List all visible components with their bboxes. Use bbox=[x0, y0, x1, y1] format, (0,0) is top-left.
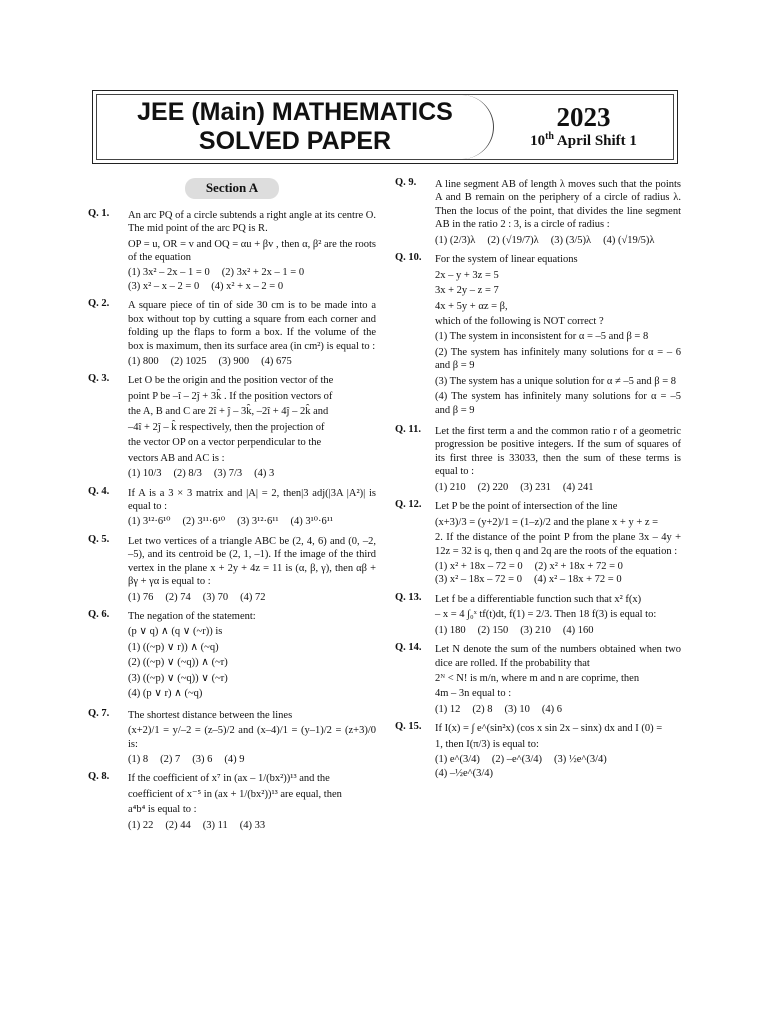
question-text: the vector OP on a vector perpendicular to the bbox=[128, 437, 322, 449]
question-text: Let f be a differentiable function such that x² f(x) bbox=[435, 593, 642, 605]
option: (2) 3x² + 2x – 1 = 0 bbox=[221, 267, 305, 279]
paper-header bbox=[92, 90, 678, 164]
question bbox=[88, 707, 376, 767]
option: (1) 76 bbox=[128, 591, 154, 603]
option: (1) 3¹²·6¹⁰ bbox=[128, 516, 171, 528]
question bbox=[395, 176, 681, 247]
option: (1) 8 bbox=[128, 753, 149, 765]
option: (2) x² + 18x + 72 = 0 bbox=[534, 560, 623, 572]
question-text: (x+2)/1 = y/–2 = (z–5)/2 and (x–4)/1 = (y–1)/2 = (z+3)/0 is: bbox=[128, 725, 376, 750]
option: (1) (2/3)λ bbox=[435, 234, 476, 246]
question-body bbox=[435, 498, 681, 587]
option: (3) 210 bbox=[520, 624, 551, 636]
question-text: Let P be the point of intersection of the line bbox=[435, 501, 618, 513]
option: (1) 10/3 bbox=[128, 468, 162, 480]
question-body bbox=[128, 608, 376, 703]
question-body bbox=[128, 707, 376, 767]
option: (2) (√19/7)λ bbox=[487, 234, 539, 246]
option: (1) 3x² – 2x – 1 = 0 bbox=[128, 267, 210, 279]
options-row bbox=[128, 280, 376, 293]
question bbox=[395, 423, 681, 494]
option: (1) 180 bbox=[435, 624, 466, 636]
question-text: 2x – y + 3z = 5 bbox=[435, 269, 499, 281]
question-number: Q. 7. bbox=[88, 707, 110, 719]
shift-day: 10 bbox=[530, 133, 546, 150]
left-question-list bbox=[88, 207, 376, 833]
option: (1) e^(3/4) bbox=[435, 754, 480, 766]
question-text: 2. If the distance of the point P from the plane 3x – 4y + 12z = 32 is q, then q and 2q are the roots of the equation : bbox=[435, 532, 681, 557]
question-text: A line segment AB of length λ moves such that the points A and B remain on the periphery of a circle of radius λ. Then the locus of the point, that divides the line segment AB in the ratio 2 : 3, is a circle of radius : bbox=[435, 179, 681, 231]
question bbox=[395, 641, 681, 716]
question-number: Q. 5. bbox=[88, 533, 110, 545]
option: (3) x² – 18x – 72 = 0 bbox=[435, 574, 522, 586]
option: (3) 11 bbox=[202, 819, 228, 831]
header-exam-info bbox=[494, 95, 673, 159]
option: (4) The system has infinitely many solutions for α = –5 and β = 9 bbox=[435, 391, 681, 416]
question-text: If the coefficient of x⁷ in (ax – 1/(bx²))¹³ and the bbox=[128, 773, 330, 785]
option: (2) ((~p) ∨ (~q)) ∧ (~r) bbox=[128, 657, 228, 669]
question-number: Q. 15. bbox=[395, 721, 422, 733]
question-text: Let N denote the sum of the numbers obtained when two dice are rolled. If the probability that bbox=[435, 644, 681, 669]
question-text: A square piece of tin of side 30 cm is to be made into a box without top by cutting a square from each corner and folding up the flaps to form a box. If the volume of the box is maximum, then its surface area (in cm²) is equal to : bbox=[128, 300, 376, 352]
question bbox=[88, 207, 376, 294]
option: (3) (3/5)λ bbox=[550, 234, 592, 246]
question-body bbox=[128, 297, 376, 368]
right-column bbox=[395, 176, 681, 784]
question bbox=[395, 251, 681, 419]
exam-year: 2023 bbox=[556, 101, 611, 132]
option: (1) x² + 18x – 72 = 0 bbox=[435, 560, 523, 572]
question-text: (x+3)/3 = (y+2)/1 = (1–z)/2 and the plane x + y + z = bbox=[435, 516, 659, 528]
option: (3) 10 bbox=[504, 703, 530, 715]
options-row bbox=[128, 591, 376, 604]
question bbox=[395, 498, 681, 587]
question-number: Q. 9. bbox=[395, 177, 417, 188]
question-text: vectors AB and AC is : bbox=[128, 452, 225, 464]
options-row bbox=[128, 467, 376, 480]
question bbox=[88, 770, 376, 832]
question-body bbox=[435, 591, 681, 637]
question-text: 4x + 5y + αz = β, bbox=[435, 300, 508, 312]
question-text: Let two vertices of a triangle ABC be (2, 4, 6) and (0, –2, –5), and its centroid be (2, 1, –1). If the image of the third vertex in the plane x + 2y + 4z = 11 is (α, β, γ), then αβ + βγ + γα is equal to : bbox=[128, 535, 376, 588]
header-title bbox=[97, 95, 494, 159]
question-text: – x = 4 ∫₀ˣ tf(t)dt, f(1) = 2/3. Then 18 f(3) is equal to: bbox=[435, 609, 657, 621]
question-number: Q. 13. bbox=[395, 591, 422, 603]
options-row bbox=[435, 234, 681, 247]
question-body bbox=[435, 251, 681, 419]
section-heading: Section A bbox=[185, 178, 279, 199]
title-line-2: SOLVED PAPER bbox=[198, 127, 392, 155]
question-text: The negation of the statement: bbox=[128, 611, 256, 622]
right-question-list bbox=[395, 176, 681, 780]
option: (2) 150 bbox=[477, 624, 509, 636]
option: (2) –e^(3/4) bbox=[491, 754, 542, 766]
option: (4) (√19/5)λ bbox=[603, 234, 655, 246]
question-number: Q. 1. bbox=[88, 207, 110, 219]
options-row bbox=[435, 703, 681, 716]
header-inner-frame bbox=[96, 94, 674, 160]
option: (1) 22 bbox=[128, 819, 154, 831]
question-body bbox=[128, 770, 376, 832]
shift-rest: April Shift 1 bbox=[553, 133, 637, 150]
question bbox=[88, 372, 376, 480]
option: (2) 8 bbox=[472, 703, 493, 715]
question-text: 3x + 2y – z = 7 bbox=[435, 285, 499, 297]
options-row bbox=[435, 560, 681, 573]
question-body bbox=[128, 207, 376, 294]
question-text: An arc PQ of a circle subtends a right angle at its centre O. The mid point of the arc PQ is R. bbox=[128, 209, 376, 235]
options-row bbox=[128, 515, 376, 528]
option: (2) 44 bbox=[165, 819, 191, 831]
shift-suffix: th bbox=[545, 131, 554, 143]
question bbox=[88, 533, 376, 604]
option: (2) The system has infinitely many solutions for α = – 6 and β = 9 bbox=[435, 346, 681, 372]
question-body bbox=[128, 485, 376, 529]
question-number: Q. 14. bbox=[395, 642, 422, 654]
question-text: point P be –î – 2ĵ + 3k̂ . If the position vectors of bbox=[128, 390, 333, 402]
options-row bbox=[435, 753, 681, 780]
question-text: Let the first term a and the common ratio r of a geometric progression be positive integers. If the sum of squares of its first three is 33033, then the sum of these terms is equal to : bbox=[435, 426, 681, 478]
question-text: If A is a 3 × 3 matrix and |A| = 2, then|3 adj(|3A |A²)| is equal to : bbox=[128, 487, 376, 512]
option: (1) 210 bbox=[435, 481, 466, 493]
options-row bbox=[128, 355, 376, 368]
option: (3) 7/3 bbox=[213, 468, 243, 480]
options-row bbox=[435, 624, 681, 637]
left-column bbox=[88, 176, 376, 836]
option: (4) (p ∨ r) ∧ (~q) bbox=[128, 688, 203, 700]
question bbox=[88, 485, 376, 529]
option: (4) 33 bbox=[239, 819, 266, 831]
question-body bbox=[435, 720, 681, 780]
question-number: Q. 8. bbox=[88, 771, 110, 783]
question-number: Q. 12. bbox=[395, 499, 422, 511]
option: (4) 9 bbox=[224, 753, 245, 765]
question-text: If I(x) = ∫ e^(sin²x) (cos x sin 2x – sinx) dx and I (0) = bbox=[435, 723, 663, 735]
question-text: coefficient of x⁻⁵ in (ax + 1/(bx²))¹³ are equal, then bbox=[128, 788, 342, 800]
option: (2) 220 bbox=[477, 481, 509, 493]
option: (4) 72 bbox=[240, 591, 266, 603]
option: (2) 74 bbox=[165, 591, 191, 603]
question-body bbox=[435, 641, 681, 716]
option: (4) 241 bbox=[562, 481, 594, 493]
question-text: Let O be the origin and the position vector of the bbox=[128, 375, 334, 387]
option: (3) The system has a unique solution for α ≠ –5 and β = 8 bbox=[435, 375, 677, 387]
question bbox=[395, 591, 681, 637]
question-body bbox=[435, 423, 681, 494]
question-number: Q. 10. bbox=[395, 252, 422, 264]
option: (4) 6 bbox=[541, 703, 562, 715]
option: (3) 6 bbox=[192, 753, 213, 765]
option: (3) 231 bbox=[520, 481, 551, 493]
options-row bbox=[435, 481, 681, 494]
option: (4) 3¹⁰·6¹¹ bbox=[290, 516, 334, 528]
question-body bbox=[128, 372, 376, 480]
question-text: 1, then I(π/3) is equal to: bbox=[435, 738, 539, 750]
question-text: a⁴b⁴ is equal to : bbox=[128, 804, 197, 816]
option: (1) 12 bbox=[435, 703, 461, 715]
question-text: 4m – 3n equal to : bbox=[435, 688, 512, 700]
title-line-1: JEE (Main) MATHEMATICS bbox=[137, 97, 453, 126]
option: (4) 3 bbox=[254, 468, 275, 480]
option: (4) x² + x – 2 = 0 bbox=[211, 280, 284, 292]
question-text: (p ∨ q) ∧ (q ∨ (~r)) is bbox=[128, 626, 223, 638]
question-body bbox=[128, 533, 376, 604]
option: (3) 3¹²·6¹¹ bbox=[237, 516, 279, 528]
question-number: Q. 4. bbox=[88, 485, 110, 497]
option: (3) 70 bbox=[202, 591, 229, 603]
exam-shift bbox=[530, 131, 637, 151]
options-row bbox=[435, 573, 681, 586]
option: (3) ((~p) ∨ (~q)) ∨ (~r) bbox=[128, 672, 228, 684]
option: (4) 675 bbox=[261, 356, 292, 367]
question-text: The shortest distance between the lines bbox=[128, 709, 293, 721]
question-text: which of the following is NOT correct ? bbox=[435, 315, 604, 327]
question-body bbox=[435, 176, 681, 247]
option: (2) 7 bbox=[160, 753, 181, 765]
question-text: 2ᴺ < N! is m/n, where m and n are coprime, then bbox=[435, 673, 640, 684]
option: (3) 900 bbox=[218, 356, 250, 367]
option: (1) 800 bbox=[128, 356, 159, 367]
option: (2) 8/3 bbox=[173, 468, 202, 480]
question bbox=[88, 608, 376, 703]
question-text: –4î + 2ĵ – k̂ respectively, then the projection of bbox=[128, 421, 325, 433]
question bbox=[88, 297, 376, 368]
question-text: OP = u, OR = v and OQ = αu + βv , then α, β² are the roots of the equation bbox=[128, 238, 376, 263]
option: (1) The system in inconsistent for α = –5 and β = 8 bbox=[435, 331, 649, 343]
question-text: the A, B and C are 2î + ĵ – 3k̂, –2î + 4ĵ – 2k̂ and bbox=[128, 406, 329, 418]
options-row bbox=[128, 266, 376, 279]
question-number: Q. 2. bbox=[88, 298, 110, 310]
options-row bbox=[128, 753, 376, 766]
options-row bbox=[128, 819, 376, 832]
option: (3) x² – x – 2 = 0 bbox=[128, 280, 200, 292]
option: (2) 3¹¹·6¹⁰ bbox=[182, 516, 226, 528]
option: (4) x² – 18x + 72 = 0 bbox=[533, 574, 622, 586]
option: (4) –½e^(3/4) bbox=[435, 767, 493, 779]
question bbox=[395, 720, 681, 780]
question-text: For the system of linear equations bbox=[435, 254, 578, 266]
option: (3) ½e^(3/4) bbox=[554, 754, 607, 766]
option: (1) ((~p) ∨ r)) ∧ (~q) bbox=[128, 641, 219, 653]
question-number: Q. 6. bbox=[88, 609, 110, 620]
option: (4) 160 bbox=[562, 624, 594, 636]
question-number: Q. 11. bbox=[395, 424, 421, 435]
option: (2) 1025 bbox=[170, 356, 207, 367]
question-number: Q. 3. bbox=[88, 373, 110, 385]
